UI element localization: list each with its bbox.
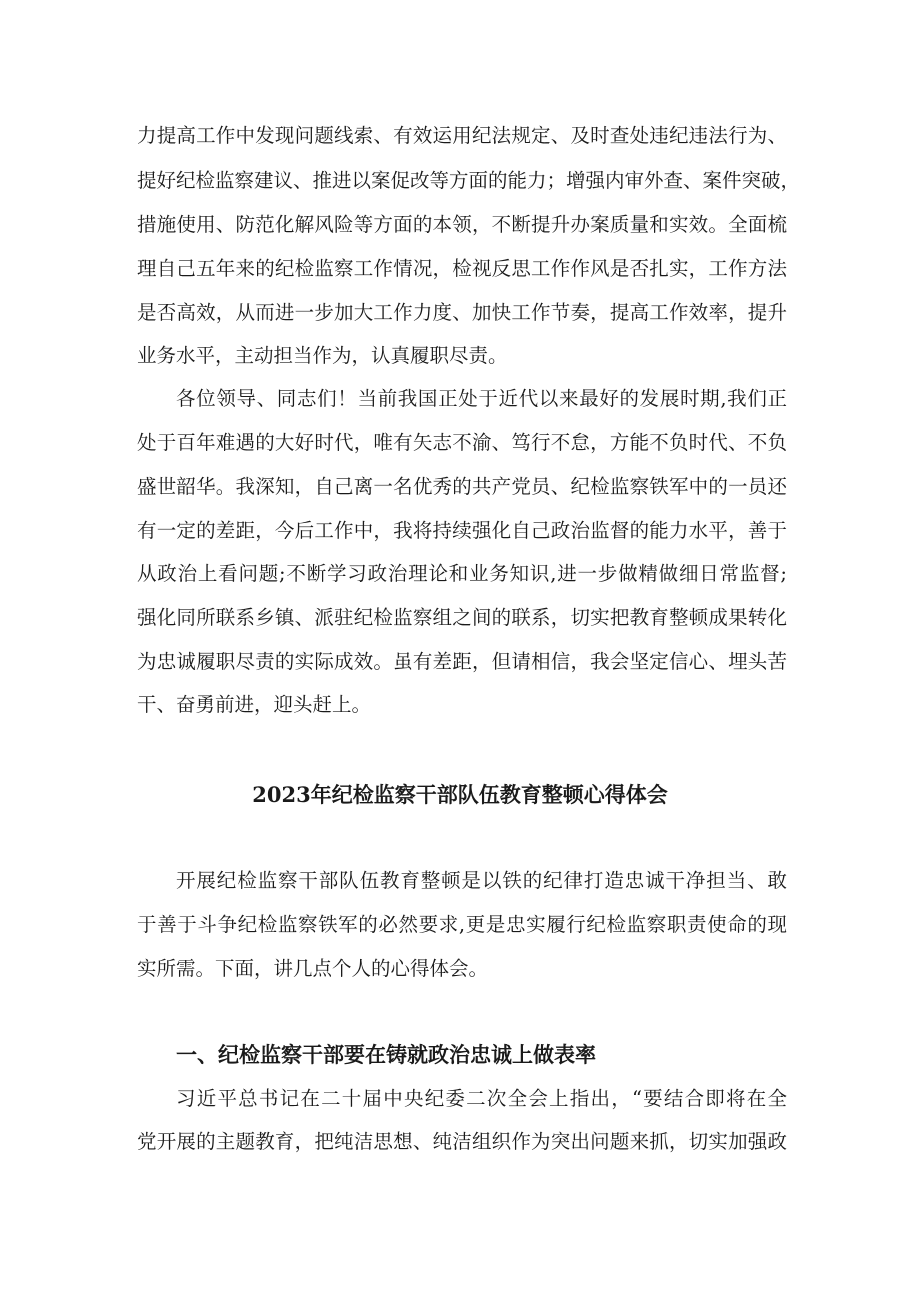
text-line: 理自己五年来的纪检监察工作情况，检视反思工作作风是否扎实，工作方法 [137, 257, 787, 280]
text-line: 业务水平，主动担当作为，认真履职尽责。 [137, 344, 508, 367]
text-line: 党开展的主题教育，把纯洁思想、纯洁组织作为突出问题来抓，切实加强政 [137, 1130, 787, 1153]
section-heading: 一、纪检监察干部要在铸就政治忠诚上做表率 [176, 1043, 596, 1067]
article-title: 2023年纪检监察干部队伍教育整顿心得体会 [252, 782, 668, 807]
text-line: 措施使用、防范化解风险等方面的本领，不断提升办案质量和实效。全面梳 [137, 213, 787, 236]
text-line: 习近平总书记在二十届中央纪委二次全会上指出，“要结合即将在全 [176, 1087, 787, 1110]
text-line: 各位领导、同志们！当前我国正处于近代以来最好的发展时期,我们正 [176, 387, 787, 410]
text-line: 力提高工作中发现问题线索、有效运用纪法规定、及时查处违纪违法行为、 [137, 124, 787, 147]
text-line: 从政治上看问题;不断学习政治理论和业务知识,进一步做精做细日常监督; [137, 562, 787, 585]
text-line: 盛世韶华。我深知，自己离一名优秀的共产党员、纪检监察铁军中的一员还 [137, 475, 787, 498]
text-line: 处于百年难遇的大好时代，唯有矢志不渝、笃行不怠，方能不负时代、不负 [137, 431, 787, 454]
text-line: 为忠诚履职尽责的实际成效。虽有差距，但请相信，我会坚定信心、埋头苦 [137, 650, 787, 673]
text-line: 开展纪检监察干部队伍教育整顿是以铁的纪律打造忠诚干净担当、敢 [176, 869, 787, 892]
text-line: 实所需。下面，讲几点个人的心得体会。 [137, 957, 489, 980]
text-line: 于善于斗争纪检监察铁军的必然要求,更是忠实履行纪检监察职责使命的现 [137, 913, 787, 936]
text-line: 干、奋勇前进，迎头赶上。 [137, 693, 372, 716]
text-line: 有一定的差距，今后工作中，我将持续强化自己政治监督的能力水平，善于 [137, 519, 787, 542]
text-line: 强化同所联系乡镇、派驻纪检监察组之间的联系，切实把教育整顿成果转化 [137, 606, 787, 629]
text-line: 提好纪检监察建议、推进以案促改等方面的能力；增强内审外查、案件突破， [137, 169, 801, 192]
text-line: 是否高效，从而进一步加大工作力度、加快工作节奏，提高工作效率，提升 [137, 301, 787, 324]
